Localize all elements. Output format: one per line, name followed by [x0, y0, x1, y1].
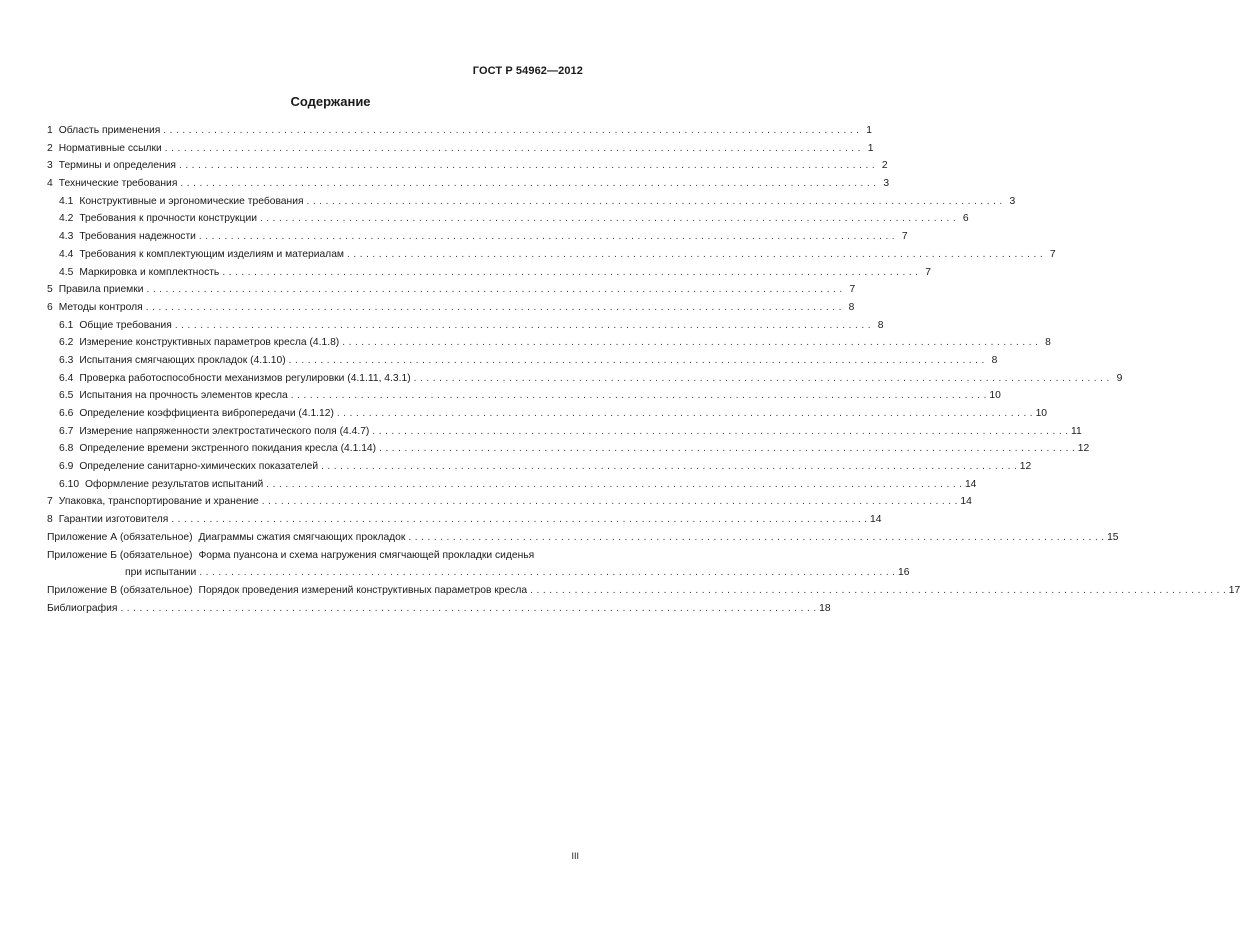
toc-leader-dots: [180, 175, 876, 193]
toc-entry-page: 10: [989, 390, 1001, 402]
toc-entry-number: 6.1: [59, 319, 74, 331]
toc-entry-number: 4.4: [59, 248, 74, 260]
toc-entry-number: 4.1: [59, 195, 74, 207]
toc-entry-label: Определение коэффициента вибропередачи (4.1.12): [79, 408, 334, 419]
toc-entry-label: Нормативные ссылки: [58, 142, 162, 154]
toc-leader-dots: [289, 352, 985, 370]
toc-entry-label: при испытании: [125, 567, 197, 579]
toc-entry-label: Общие требования: [79, 319, 172, 331]
toc-entry-page: 15: [1107, 531, 1119, 543]
toc-leader-dots: [291, 387, 987, 405]
toc-leader-dots: [175, 317, 871, 335]
toc-entry[interactable]: [47, 423, 1082, 441]
toc-leader-dots: [199, 564, 895, 582]
toc-leader-dots: [163, 122, 859, 140]
toc-entry-page: 16: [897, 567, 910, 579]
toc-entry-label: Требования к комплектующим изделиям и материалам: [79, 248, 344, 260]
toc-leader-dots: [199, 228, 895, 246]
toc-entry[interactable]: [47, 493, 972, 511]
toc-leader-dots: [120, 600, 816, 618]
toc-entry-label: Требования надежности: [79, 231, 196, 243]
toc-entry[interactable]: [47, 193, 1016, 211]
toc-entry-page: 7: [901, 231, 908, 243]
toc-entry-label: Библиография: [47, 602, 118, 614]
toc-entry-label: Оформление результатов испытаний: [85, 478, 264, 490]
toc-leader-dots: [165, 140, 861, 158]
toc-entry-label: Испытания смягчающих прокладок (4.1.10): [79, 354, 286, 366]
toc-entry-number: 6.8: [59, 443, 74, 455]
toc-entry-page: 8: [877, 319, 884, 331]
toc-leader-dots: [171, 511, 867, 529]
toc-title: Содержание: [290, 94, 371, 109]
toc-entry[interactable]: [47, 281, 856, 299]
toc-leader-dots: [222, 264, 918, 282]
toc-entry-number: 6: [47, 301, 53, 313]
toc-leader-dots: [266, 476, 962, 494]
toc-entry-page: 14: [960, 496, 972, 508]
toc-entry[interactable]: [47, 476, 977, 494]
toc-entry-label: Маркировка и комплектность: [79, 266, 220, 278]
toc-entry-page: 8: [991, 354, 998, 366]
toc-leader-dots: [347, 246, 1043, 264]
toc-entry-label: Методы контроля: [58, 301, 143, 313]
toc-entry[interactable]: [47, 246, 1056, 264]
toc-entry-number: 6.9: [59, 461, 74, 473]
toc-leader-dots: [530, 582, 1226, 600]
toc-leader-dots: [414, 370, 1110, 388]
toc-entry[interactable]: [47, 564, 910, 582]
toc-entry[interactable]: [47, 334, 1051, 352]
toc-entry-number: 7: [47, 496, 53, 508]
toc-entry-label: Конструктивные и эргономические требования: [79, 195, 304, 207]
toc-entry-page: 14: [869, 514, 882, 526]
toc-entry-label: Измерение напряженности электростатического поля (4.4.7): [79, 425, 370, 437]
toc-leader-dots: [179, 157, 875, 175]
toc-leader-dots: [262, 493, 958, 511]
toc-entry[interactable]: [47, 405, 1048, 423]
toc-leader-dots: [260, 210, 956, 228]
toc-leader-dots: [307, 193, 1003, 211]
toc-leader-dots: [372, 423, 1068, 441]
toc-entry-page: 7: [925, 266, 931, 278]
toc-entry-label: Гарантии изготовителя: [58, 514, 169, 526]
toc-entry[interactable]: [47, 387, 1001, 405]
toc-entry-number: 1: [47, 125, 53, 136]
toc-entry-number: 6.4: [59, 372, 74, 384]
toc-entry[interactable]: [47, 582, 1240, 600]
toc-entry-number: 6.6: [59, 408, 74, 419]
toc-entry-label: Правила приемки: [58, 284, 144, 296]
toc-entry-number: 3: [47, 160, 53, 172]
toc-entry-page: 10: [1035, 408, 1048, 419]
toc-entry-label: Порядок проведения измерений конструктивных параметров кресла: [198, 584, 528, 596]
toc-entry-page: 7: [849, 284, 856, 296]
toc-entry[interactable]: [47, 352, 998, 370]
toc-entry-number: 6.7: [59, 425, 74, 437]
toc-entry[interactable]: [47, 317, 884, 335]
toc-entry[interactable]: [47, 440, 1090, 458]
toc-entry-label: Упаковка, транспортирование и хранение: [58, 496, 259, 508]
table-of-contents: [47, 122, 1240, 617]
toc-entry-page: 8: [1045, 337, 1051, 349]
toc-entry-page: 17: [1228, 584, 1240, 596]
toc-entry-page: 11: [1071, 425, 1082, 437]
toc-leader-dots: [147, 281, 843, 299]
toc-leader-dots: [379, 440, 1075, 458]
toc-entry-label: Термины и определения: [58, 160, 176, 172]
toc-entry-label: Диаграммы сжатия смягчающих прокладок: [198, 531, 406, 543]
toc-leader-dots: [337, 405, 1033, 423]
toc-entry[interactable]: [47, 228, 908, 246]
toc-entry[interactable]: [47, 140, 874, 158]
toc-leader-dots: [342, 334, 1038, 352]
toc-entry-number: 6.5: [59, 390, 74, 402]
toc-entry-page: 1: [867, 142, 874, 154]
toc-entry-label: Проверка работоспособности механизмов регулировки (4.1.11, 4.3.1): [79, 372, 411, 384]
toc-entry-number: 6.3: [59, 354, 74, 366]
toc-entry-number: 5: [47, 284, 53, 296]
toc-entry[interactable]: [47, 264, 931, 282]
toc-entry[interactable]: [47, 157, 888, 175]
toc-entry-number: 2: [47, 142, 53, 154]
toc-entry[interactable]: [47, 547, 583, 565]
toc-entry-number: 4.5: [59, 266, 74, 278]
toc-entry-label: Область применения: [58, 125, 161, 136]
toc-entry-page: 12: [1077, 443, 1090, 455]
toc-entry-page: 18: [819, 602, 831, 614]
toc-entry-number: 6.10: [59, 478, 80, 490]
toc-entry[interactable]: [47, 299, 855, 317]
toc-entry-number: 8: [47, 514, 53, 526]
document-header: ГОСТ Р 54962—2012: [472, 65, 583, 77]
toc-entry[interactable]: [47, 511, 882, 529]
toc-entry[interactable]: [47, 210, 969, 228]
toc-entry-page: 14: [964, 478, 977, 490]
toc-entry-label: Форма пуансона и схема нагружения смягчающей прокладки сиденья: [198, 549, 535, 561]
toc-entry-label: Измерение конструктивных параметров кресла (4.1.8): [79, 337, 340, 349]
toc-entry-page: 3: [883, 178, 890, 190]
toc-entry-page: 8: [848, 301, 855, 313]
toc-entry-page: 6: [962, 213, 969, 225]
toc-entry-page: 12: [1019, 461, 1032, 473]
toc-entry-page: 2: [881, 160, 888, 172]
toc-entry-page: 7: [1049, 248, 1056, 260]
toc-entry[interactable]: [47, 122, 872, 140]
toc-leader-dots: [408, 529, 1104, 547]
toc-entry-label: Определение санитарно-химических показателей: [79, 461, 319, 473]
toc-leader-dots: [146, 299, 842, 317]
toc-entry-page: 1: [866, 125, 872, 136]
toc-entry-number: 4: [47, 178, 53, 190]
toc-entry-page: 9: [1116, 372, 1123, 384]
toc-entry-number: Приложение Б (обязательное): [47, 549, 193, 561]
toc-entry-number: 6.2: [59, 337, 74, 349]
toc-entry[interactable]: [47, 529, 1119, 547]
toc-entry-label: Требования к прочности конструкции: [79, 213, 257, 225]
toc-entry-number: 4.3: [59, 231, 74, 243]
toc-entry-number: 4.2: [59, 213, 74, 225]
toc-entry[interactable]: [47, 370, 1123, 388]
toc-entry[interactable]: [47, 458, 1032, 476]
toc-entry-label: Технические требования: [58, 178, 178, 190]
toc-entry-label: Определение времени экстренного покидания кресла (4.1.14): [79, 443, 377, 455]
toc-entry-label: Испытания на прочность элементов кресла: [79, 390, 288, 402]
toc-leader-dots: [321, 458, 1017, 476]
toc-entry[interactable]: [47, 600, 831, 618]
toc-entry-number: Приложение А (обязательное): [47, 531, 193, 543]
toc-entry-number: Приложение В (обязательное): [47, 584, 193, 596]
page-number: III: [571, 851, 579, 861]
toc-entry-page: 3: [1009, 195, 1016, 207]
toc-entry[interactable]: [47, 175, 890, 193]
